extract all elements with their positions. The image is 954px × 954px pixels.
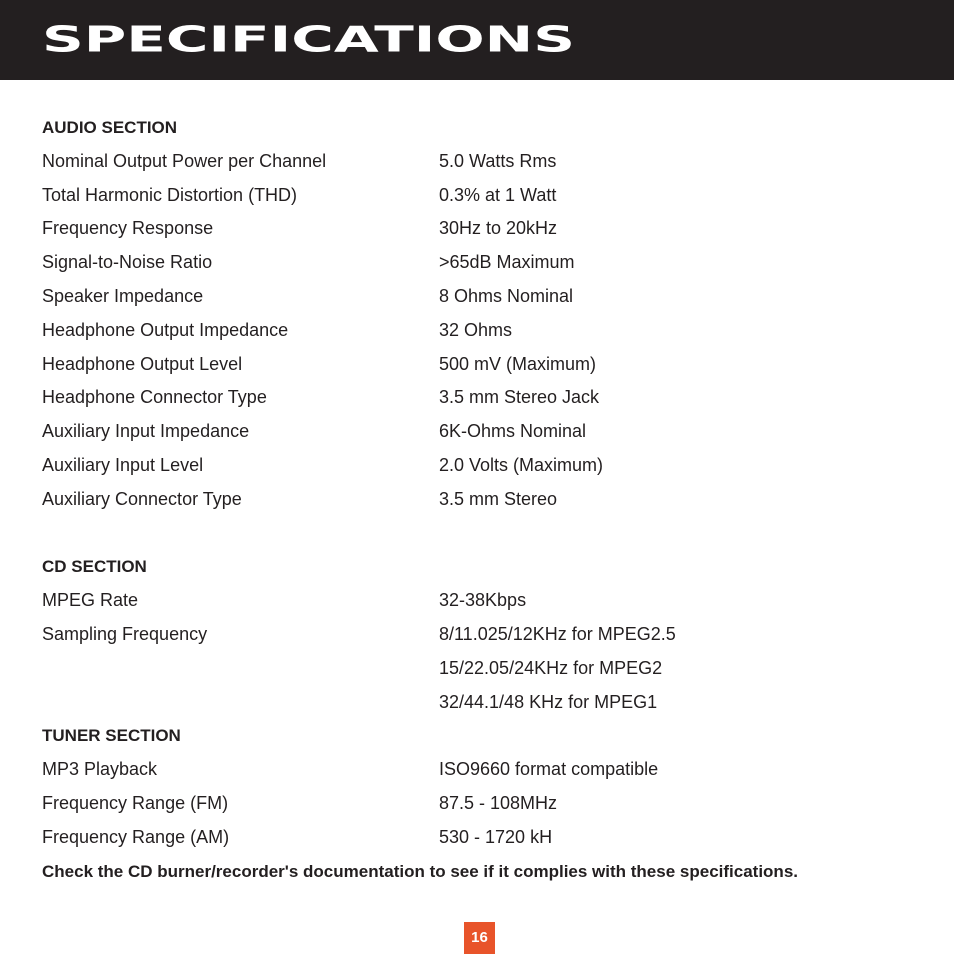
spec-value: 2.0 Volts (Maximum)	[439, 454, 604, 475]
spec-value: 87.5 - 108MHz	[439, 792, 558, 813]
spec-value: 6K-Ohms Nominal	[439, 421, 587, 442]
spec-value: >65dB Maximum	[439, 252, 575, 273]
spec-value: 32 Ohms	[439, 319, 513, 340]
spec-value: 530 - 1720 kH	[439, 826, 553, 847]
spec-row	[42, 584, 922, 618]
spec-label: Headphone Output Impedance	[42, 319, 289, 340]
spec-label: Frequency Range (FM)	[42, 792, 229, 813]
spec-value: 3.5 mm Stereo Jack	[439, 387, 600, 408]
spec-row	[42, 145, 922, 179]
audio-section-heading: AUDIO SECTION	[42, 118, 178, 137]
spec-value: 500 mV (Maximum)	[439, 353, 597, 374]
spec-row	[42, 483, 922, 517]
spec-label: Signal-to-Noise Ratio	[42, 252, 213, 273]
spec-label: Headphone Connector Type	[42, 387, 267, 408]
spec-label: Headphone Output Level	[42, 353, 243, 374]
spec-row	[42, 212, 922, 246]
spec-label: MPEG Rate	[42, 590, 139, 611]
spec-row	[42, 246, 922, 280]
spec-value: 32-38Kbps	[439, 590, 527, 611]
spec-label: Auxiliary Input Impedance	[42, 421, 250, 442]
spec-row	[42, 449, 922, 483]
spec-label: Total Harmonic Distortion (THD)	[42, 184, 298, 205]
spec-row	[42, 821, 922, 855]
spec-row	[42, 618, 922, 652]
spec-label: Auxiliary Input Level	[42, 454, 204, 475]
spec-row	[42, 179, 922, 213]
spec-label: Nominal Output Power per Channel	[42, 150, 327, 171]
page-header	[0, 0, 954, 80]
spec-row	[42, 753, 922, 787]
spec-row	[42, 652, 922, 686]
spec-value: 5.0 Watts Rms	[439, 150, 557, 171]
page-title: SPECIFICATIONS	[42, 19, 575, 61]
spec-label: Sampling Frequency	[42, 623, 208, 644]
compliance-note: Check the CD burner/recorder's documentation to see if it complies with these specifications.	[42, 861, 798, 881]
spec-label: Frequency Response	[42, 218, 214, 239]
spec-row	[42, 348, 922, 382]
specifications-content	[42, 111, 922, 888]
spec-row	[42, 686, 922, 720]
spec-row	[42, 381, 922, 415]
spec-label: Speaker Impedance	[42, 285, 204, 306]
spec-row	[42, 415, 922, 449]
spec-value: 0.3% at 1 Watt	[439, 184, 557, 205]
spec-value: 3.5 mm Stereo	[439, 488, 558, 509]
spec-value: 8 Ohms Nominal	[439, 285, 574, 306]
page-number-badge: 16	[464, 922, 495, 954]
spec-row	[42, 787, 922, 821]
spec-value: 30Hz to 20kHz	[439, 218, 558, 239]
spec-label: MP3 Playback	[42, 759, 158, 780]
section-spacer	[42, 517, 922, 551]
spec-row	[42, 280, 922, 314]
spec-value: ISO9660 format compatible	[439, 759, 659, 780]
spec-label: Auxiliary Connector Type	[42, 488, 242, 509]
spec-value: 15/22.05/24KHz for MPEG2	[439, 657, 663, 678]
cd-section-heading: CD SECTION	[42, 557, 147, 577]
spec-label: Frequency Range (AM)	[42, 826, 230, 847]
spec-value: 8/11.025/12KHz for MPEG2.5	[439, 623, 676, 644]
tuner-section-heading: TUNER SECTION	[42, 726, 181, 746]
spec-row	[42, 314, 922, 348]
spec-value: 32/44.1/48 KHz for MPEG1	[439, 691, 658, 712]
